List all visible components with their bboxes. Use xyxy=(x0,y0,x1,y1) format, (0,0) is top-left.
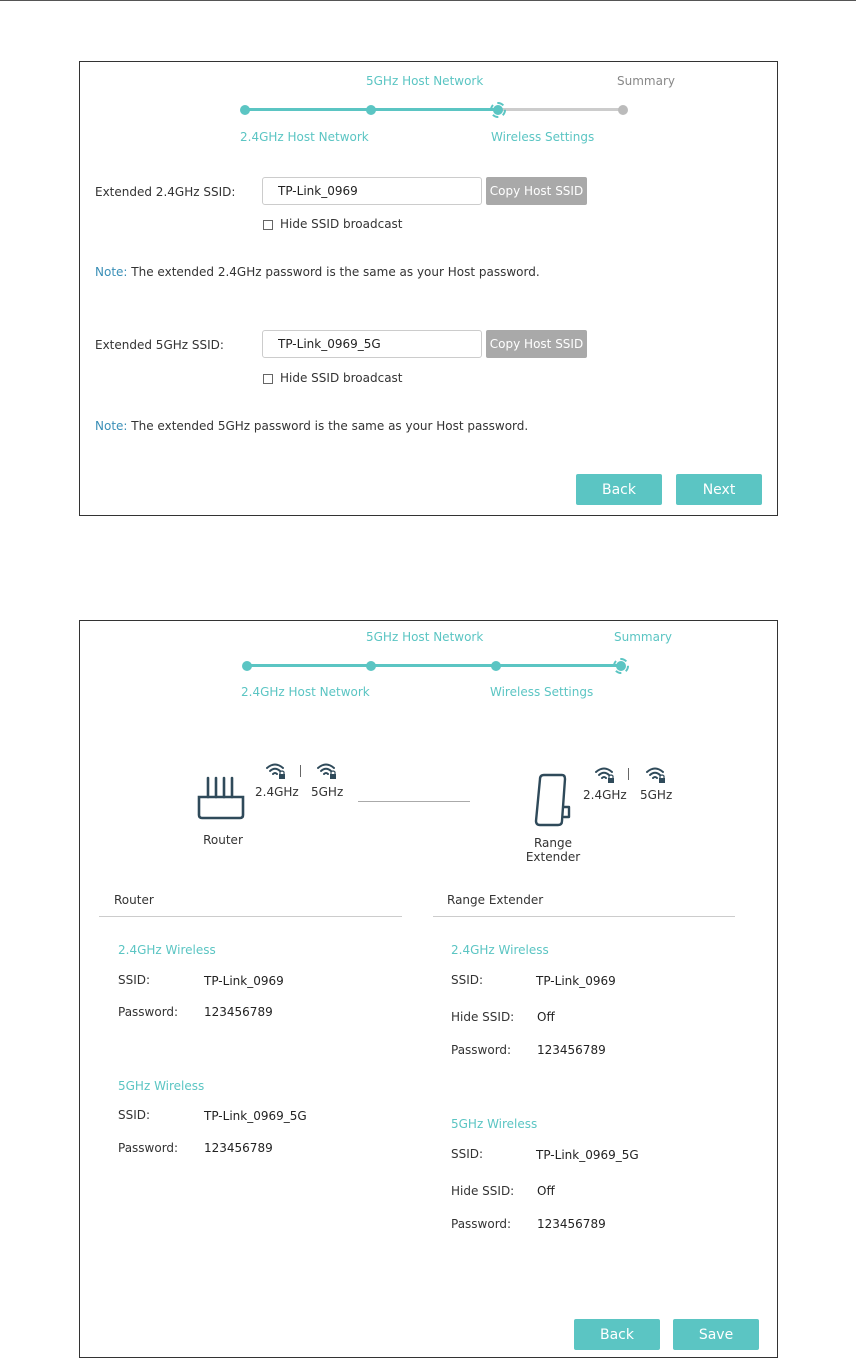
step-dot-summary xyxy=(616,661,626,671)
summary-panel xyxy=(79,620,778,1358)
extender-band-5: 5GHz xyxy=(640,788,673,802)
step-dot-5ghz xyxy=(366,661,376,671)
hide-ssid-5ghz-label: Hide SSID broadcast xyxy=(280,371,403,385)
next-button[interactable]: Next xyxy=(676,474,762,505)
save-button[interactable]: Save xyxy=(673,1319,759,1350)
extender-band-24: 2.4GHz xyxy=(583,788,627,802)
note-key: Note: xyxy=(95,419,128,433)
extender-24ghz-password-key: Password: xyxy=(451,1043,512,1057)
extender-5ghz-password-key: Password: xyxy=(451,1217,512,1231)
hide-ssid-24ghz-checkbox[interactable] xyxy=(263,220,273,230)
stepper-track-done xyxy=(247,664,621,667)
router-5ghz-password-value: 123456789 xyxy=(204,1141,273,1155)
router-band-5: 5GHz xyxy=(311,785,344,799)
step-label-summary: Summary xyxy=(617,74,675,88)
extender-24ghz-password-value: 123456789 xyxy=(537,1043,606,1057)
router-5ghz-ssid-key: SSID: xyxy=(118,1108,151,1122)
extender-24ghz-hide-ssid-key: Hide SSID: xyxy=(451,1010,515,1024)
step-label-wireless-settings: Wireless Settings xyxy=(490,685,594,699)
band-divider xyxy=(628,768,629,780)
step-dot-5ghz xyxy=(366,105,376,115)
extender-24ghz-ssid-key: SSID: xyxy=(451,973,484,987)
router-24ghz-ssid-key: SSID: xyxy=(118,973,151,987)
extender-5ghz-hide-ssid-value: Off xyxy=(537,1184,555,1198)
copy-host-ssid-5ghz-button[interactable]: Copy Host SSID xyxy=(486,330,587,358)
extender-5ghz-ssid-key: SSID: xyxy=(451,1147,484,1161)
router-column-rule xyxy=(99,916,402,917)
step-label-5ghz-host: 5GHz Host Network xyxy=(366,630,484,644)
note-text: The extended 5GHz password is the same as your Host password. xyxy=(131,419,529,433)
extender-5ghz-password-value: 123456789 xyxy=(537,1217,606,1231)
step-label-5ghz-host: 5GHz Host Network xyxy=(366,74,484,88)
note-24ghz xyxy=(95,265,540,279)
note-5ghz xyxy=(95,419,528,433)
progress-stepper xyxy=(80,621,777,711)
extender-24ghz-hide-ssid-value: Off xyxy=(537,1010,555,1024)
extended-5ghz-ssid-label: Extended 5GHz SSID: xyxy=(95,338,224,352)
wifi-24ghz-lock-icon xyxy=(265,762,287,780)
router-5ghz-password-key: Password: xyxy=(118,1141,179,1155)
router-24ghz-heading: 2.4GHz Wireless xyxy=(118,943,216,957)
step-label-24ghz-host: 2.4GHz Host Network xyxy=(241,685,370,699)
step-dot-wireless xyxy=(491,661,501,671)
band-divider xyxy=(300,765,301,777)
router-24ghz-password-value: 123456789 xyxy=(204,1005,273,1019)
wifi-5ghz-lock-icon xyxy=(316,762,338,780)
extender-24ghz-heading: 2.4GHz Wireless xyxy=(451,943,549,957)
router-5ghz-heading: 5GHz Wireless xyxy=(118,1079,205,1093)
router-band-24: 2.4GHz xyxy=(255,785,299,799)
step-dot-summary xyxy=(618,105,628,115)
router-label: Router xyxy=(203,833,243,847)
step-dot-24ghz xyxy=(240,105,250,115)
extender-5ghz-ssid-value: TP-Link_0969_5G xyxy=(536,1148,639,1162)
range-extender-label: Range Extender xyxy=(525,836,581,864)
wifi-24ghz-lock-icon xyxy=(594,766,616,784)
progress-stepper xyxy=(80,62,777,152)
extender-5ghz-hide-ssid-key: Hide SSID: xyxy=(451,1184,515,1198)
extended-24ghz-ssid-label: Extended 2.4GHz SSID: xyxy=(95,185,236,199)
back-button[interactable]: Back xyxy=(574,1319,660,1350)
router-24ghz-ssid-value: TP-Link_0969 xyxy=(204,974,284,988)
router-column-heading: Router xyxy=(114,893,154,907)
extender-5ghz-heading: 5GHz Wireless xyxy=(451,1117,538,1131)
extender-24ghz-ssid-value: TP-Link_0969 xyxy=(536,974,616,988)
page-top-rule xyxy=(0,0,856,1)
extender-column-rule xyxy=(433,916,735,917)
step-label-summary: Summary xyxy=(614,630,672,644)
extended-24ghz-ssid-input[interactable] xyxy=(262,177,482,205)
step-label-wireless-settings: Wireless Settings xyxy=(491,130,595,144)
note-text: The extended 2.4GHz password is the same as your Host password. xyxy=(131,265,540,279)
step-label-24ghz-host: 2.4GHz Host Network xyxy=(240,130,369,144)
range-extender-icon xyxy=(530,771,576,831)
stepper-track-pending xyxy=(498,108,623,111)
router-5ghz-ssid-value: TP-Link_0969_5G xyxy=(204,1109,307,1123)
extender-column-heading: Range Extender xyxy=(447,893,544,907)
extended-5ghz-ssid-input[interactable] xyxy=(262,330,482,358)
step-dot-wireless xyxy=(493,105,503,115)
connection-line xyxy=(358,801,470,802)
router-24ghz-password-key: Password: xyxy=(118,1005,179,1019)
copy-host-ssid-24ghz-button[interactable]: Copy Host SSID xyxy=(486,177,587,205)
back-button[interactable]: Back xyxy=(576,474,662,505)
wifi-5ghz-lock-icon xyxy=(645,766,667,784)
hide-ssid-5ghz-checkbox[interactable] xyxy=(263,374,273,384)
router-icon xyxy=(193,775,249,821)
wireless-settings-panel xyxy=(79,61,778,516)
note-key: Note: xyxy=(95,265,128,279)
hide-ssid-24ghz-label: Hide SSID broadcast xyxy=(280,217,403,231)
step-dot-24ghz xyxy=(242,661,252,671)
